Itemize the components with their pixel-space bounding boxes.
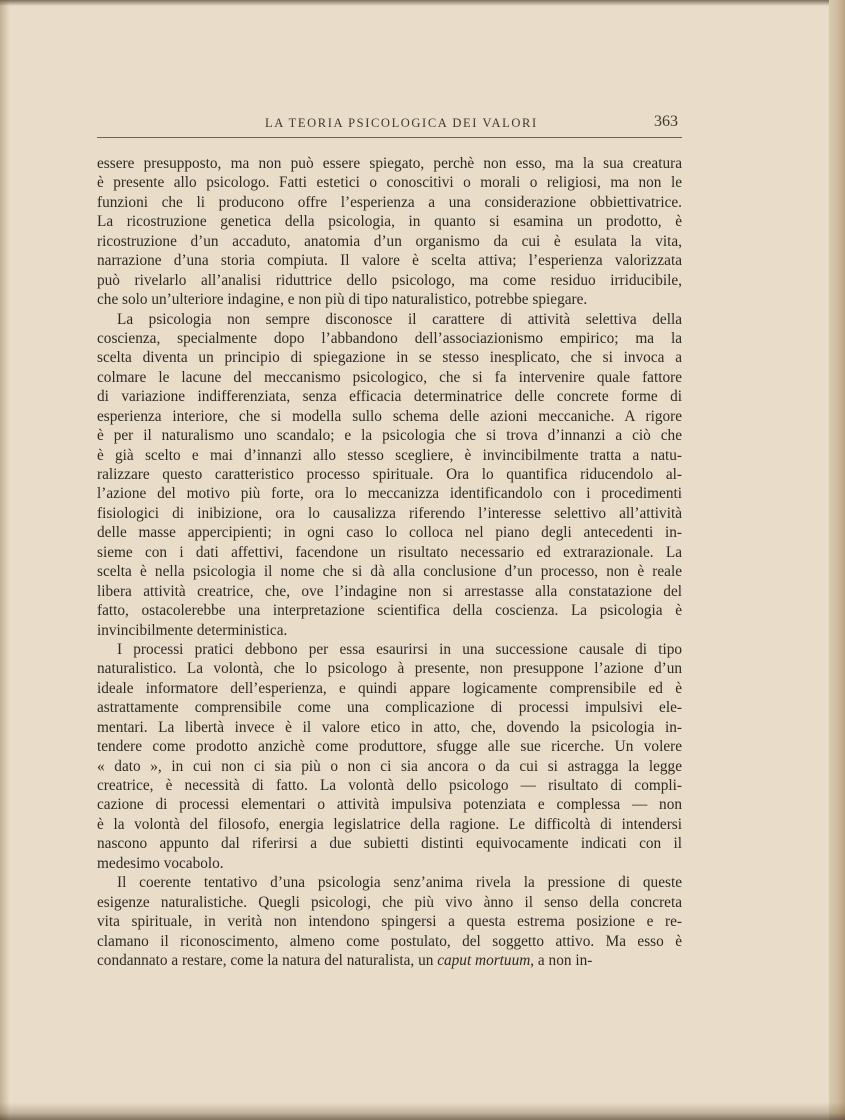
text-line: vita spirituale, in verità non intendono spingersi a questa estrema posizione e re- [97,913,682,931]
page-top-edge [0,0,845,6]
page-header [97,113,682,138]
paragraph [97,310,682,640]
running-title: LA TEORIA PSICOLOGICA DEI VALORI [265,116,538,130]
text-line: astrattamente comprensibile come una complicazione di processi impulsivi ele- [97,699,682,717]
text-line: è già scelto e mai d’innanzi allo stesso scegliere, è invincibilmente tratta a natu- [97,446,682,464]
text-line: colmare le lacune del meccanismo psicologico, che si fa intervenire quale fattore [97,368,682,386]
page-bottom-edge [0,1102,845,1120]
text-line: delle masse appercipienti; in ogni caso lo colloca nel piano degli antecedenti in- [97,524,682,542]
page-left-edge [0,0,10,1120]
text-line: ralizzare questo caratteristico processo spirituale. Ora lo quantifica riducendolo al- [97,466,682,483]
text-line: La ricostruzione genetica della psicologia, in quanto si esamina un prodotto, è [97,213,682,231]
page-right-edge [829,0,845,1120]
text-line: creatrice, è necessità di fatto. La volontà dello psicologo — risultato di compli- [97,777,682,794]
text-line: esigenze naturalistiche. Quegli psicologi, che più vivo ànno il senso della concreta [97,893,682,911]
text-line: è la volontà del filosofo, energia legislatrice della ragione. Le difficoltà di intendersi [97,815,682,833]
text-line: scelta diventa un principio di spiegazione in se stesso inesplicato, che si invoca a [97,349,682,367]
text-line: libera attività creatrice, che, ove l’indagine non si arrestasse alla constatazione del [97,582,682,600]
text-line: cazione di processi elementari o attività impulsiva potenziata e complessa — non [97,796,682,814]
text-line: l’azione del motivo più forte, ora lo meccanizza identificandolo con i procedimenti [97,485,682,503]
text-line: è per il naturalismo uno scandalo; e la psicologia che si trova d’innanzi a ciò che [97,427,682,445]
text-line: I processi pratici debbono per essa esaurirsi in una successione causale di tipo [117,640,682,658]
text-line: coscienza, specialmente dopo l’abbandono dell’associazionismo empirico; ma la [97,329,682,347]
text-line: tendere come prodotto anzichè come produttore, sfugge alle sue ricerche. Un volere [97,738,682,756]
text-line: narrazione d’una storia compiuta. Il valore è scelta attiva; l’esperienza valorizzata [97,252,682,270]
text-line: è presente allo psicologo. Fatti estetici o conoscitivi o morali o religiosi, ma non le [97,174,682,192]
text-line: « dato », in cui non ci sia più o non ci sia ancora o da cui si astragga la legge [97,757,682,775]
text-line: ideale informatore dell’esperienza, e quindi appare logicamente comprensibile ed è [97,679,682,697]
paragraph [97,873,682,970]
text-line: fatto, ostacolerebbe una interpretazione scientifica della coscienza. La psicologia è [97,602,682,620]
text-line: La psicologia non sempre disconosce il carattere di attività selettiva della [117,310,682,328]
text-line: nascono appunto dal riferirsi a due subietti distinti equivocamente indicati con il [97,835,682,853]
body-text [97,154,682,970]
text-line: condannato a restare, come la natura del naturalista, un caput mortuum, a non in- [97,951,593,969]
text-line: invincibilmente deterministica. [97,621,288,639]
text-line: medesimo vocabolo. [97,854,224,872]
text-line: può rivelarlo all’analisi riduttrice dello psicologo, ma come residuo irriducibile, [97,271,682,289]
paragraph [97,640,682,873]
text-line: essere presupposto, ma non può essere spiegato, perchè non esso, ma la sua creatura [97,155,682,172]
text-line: fisiologici di inibizione, ora lo causalizza riferendo l’interesse selettivo all’attività [97,504,682,522]
text-line: naturalistico. La volontà, che lo psicologo à presente, non presuppone l’azione d’un [97,660,682,678]
paragraph [97,154,682,310]
page-number: 363 [654,113,678,130]
text-line: funzioni che li producono offre l’esperienza a una considerazione obbiettivatrice. [97,193,682,211]
text-line: scelta è nella psicologia il nome che si dà alla conclusione d’un processo, non è reale [97,563,682,581]
text-line: Il coerente tentativo d’una psicologia senz’anima rivela la pressione di queste [117,874,682,892]
text-line: sieme con i dati affettivi, facendone un risultato necessario ed extrarazionale. La [97,543,682,561]
text-line: clamano il riconoscimento, almeno come postulato, del soggetto attivo. Ma esso è [97,932,682,950]
text-line: ricostruzione d’un accaduto, anatomia d’un organismo da cui è esulata la vita, [97,232,682,250]
text-line: di variazione indifferenziata, senza efficacia determinatrice delle concrete forme di [97,388,682,406]
text-line: mentari. La libertà invece è il valore etico in atto, che, dovendo la psicologia in- [97,718,682,736]
text-line: che solo un’ulteriore indagine, e non più di tipo naturalistico, potrebbe spiegare. [97,291,588,309]
text-line: esperienza interiore, che si modella sullo schema delle azioni meccaniche. A rigore [97,407,682,425]
